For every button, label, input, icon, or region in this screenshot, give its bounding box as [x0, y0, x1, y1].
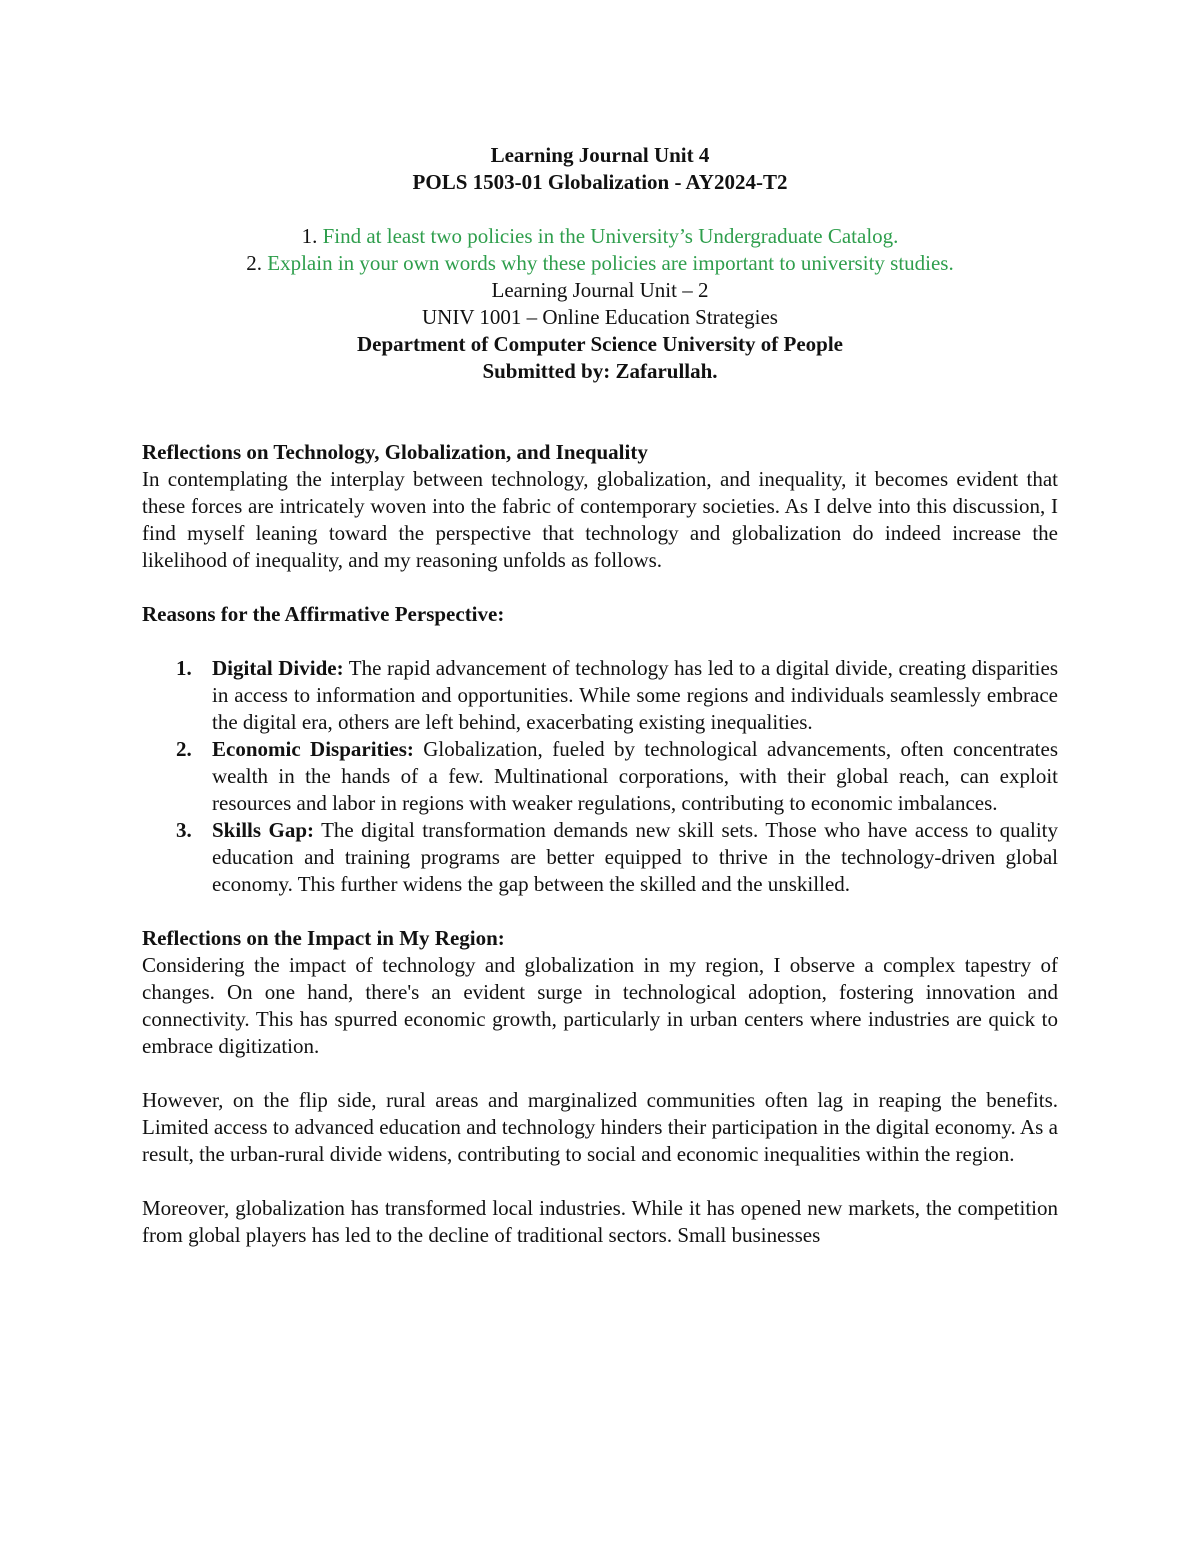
body-paragraph: Considering the impact of technology and globalization in my region, I observe a complex tapestry of changes. On one hand, there's an evident surge in technological adoption, fostering innovation and connectivity. This has spurred economic growth, particularly in urban centers where industries are quick to embrace digitization. — [142, 953, 1058, 1058]
old-unit-title: Learning Journal Unit – 2 — [491, 278, 709, 302]
list-item-term: Digital Divide: — [212, 656, 344, 680]
submitted-by-line: Submitted by: Zafarullah. — [482, 359, 718, 383]
list-item-text: Globalization, fueled by technological advancements, often concentrates wealth in the hands of a few. Multinational corporations, with their global reach, can exploit resources and labor in regions with weaker regulations, contributing to economic imbalances. — [212, 737, 1058, 815]
prompt-1 — [142, 223, 1058, 250]
section-heading: Reasons for the Affirmative Perspective: — [142, 602, 505, 626]
journal-title: Learning Journal Unit 4 — [490, 143, 710, 167]
prompt-2-text: Explain in your own words why these policies are important to university studies. — [262, 251, 954, 275]
list-item-term: Economic Disparities: — [212, 737, 414, 761]
list-item-text: The rapid advancement of technology has led to a digital divide, creating disparities in access to information and opportunities. While some regions and individuals seamlessly embrace the digital era, others are left behind, exacerbating existing inequalities. — [212, 656, 1058, 734]
old-course-title: UNIV 1001 – Online Education Strategies — [422, 305, 778, 329]
course-title: POLS 1503-01 Globalization - AY2024-T2 — [412, 170, 788, 194]
list-item-number: 1. — [176, 656, 192, 680]
section-technology-inequality — [142, 439, 1058, 574]
body-paragraph: However, on the flip side, rural areas and marginalized communities often lag in reaping the benefits. Limited access to advanced education and technology hinders their participation in the digital economy. As a result, the urban-rural divide widens, contributing to social and economic inequalities within the region. — [142, 1088, 1058, 1166]
prompt-2-number: 2. — [246, 251, 263, 275]
department-line: Department of Computer Science University of People — [356, 332, 843, 356]
list-item-text: The digital transformation demands new skill sets. Those who have access to quality education and training programs are better equipped to thrive in the technology-driven global economy. This further widens the gap between the skilled and the unskilled. — [212, 818, 1059, 896]
body-paragraph: Moreover, globalization has transformed local industries. While it has opened new markets, the competition from global players has led to the decline of traditional sectors. Small businesses — [142, 1196, 1058, 1247]
document-header — [142, 142, 1058, 385]
list-item — [142, 736, 1058, 817]
document-page — [142, 142, 1058, 1249]
reasons-list — [142, 655, 1058, 898]
list-item-number: 2. — [176, 737, 192, 761]
section-heading: Reflections on Technology, Globalization, and Inequality — [142, 440, 648, 464]
prompt-2 — [142, 250, 1058, 277]
body-paragraph: In contemplating the interplay between technology, globalization, and inequality, it becomes evident that these forces are intricately woven into the fabric of contemporary societies. As I delve into this discussion, I find myself leaning toward the perspective that technology and globalization do indeed increase the likelihood of inequality, and my reasoning unfolds as follows. — [142, 467, 1058, 572]
section-heading: Reflections on the Impact in My Region: — [142, 926, 505, 950]
section-regional-impact — [142, 925, 1058, 1249]
list-item — [142, 817, 1058, 898]
list-item-number: 3. — [176, 818, 192, 842]
list-item — [142, 655, 1058, 736]
prompt-1-text: Find at least two policies in the University’s Undergraduate Catalog. — [317, 224, 899, 248]
list-item-term: Skills Gap: — [212, 818, 314, 842]
prompt-1-number: 1. — [301, 224, 318, 248]
section-affirmative-reasons — [142, 601, 1058, 898]
